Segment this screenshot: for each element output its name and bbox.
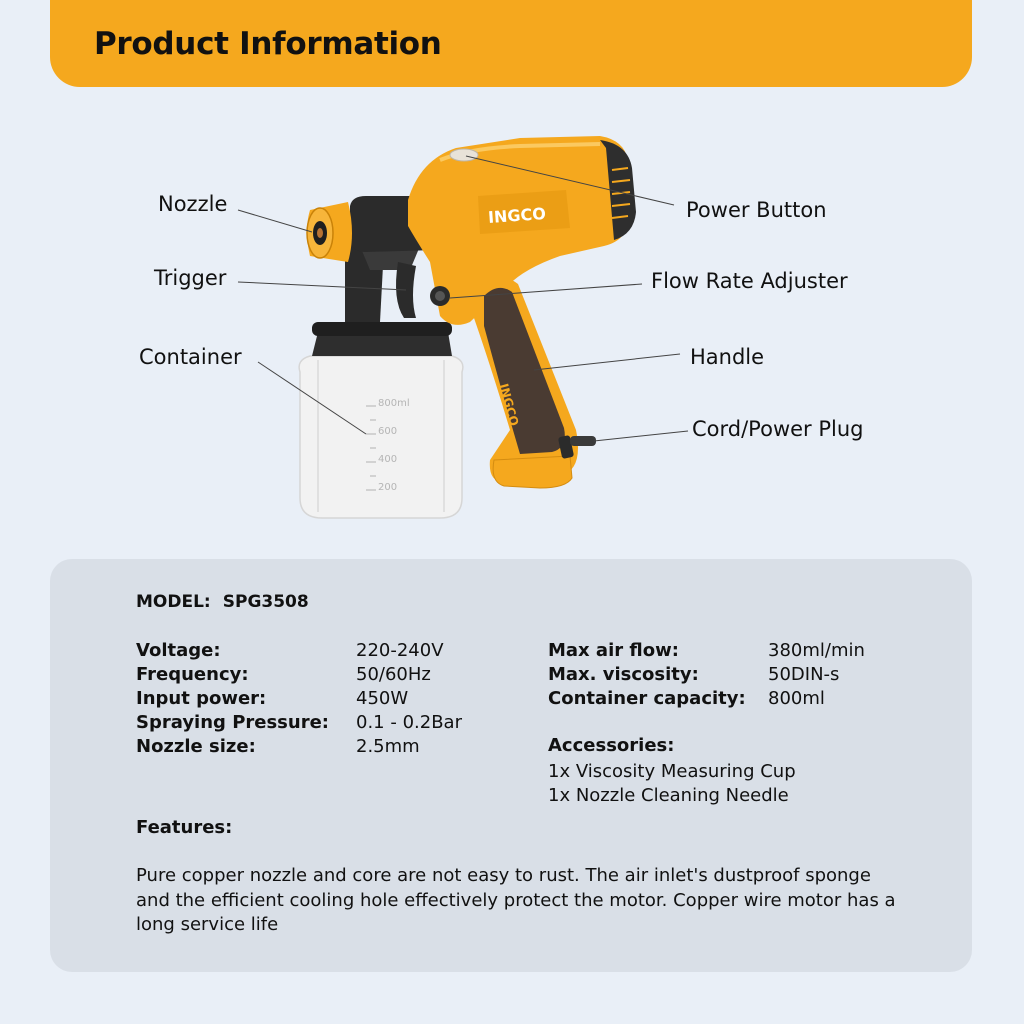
spec-label: Input power:: [136, 688, 267, 709]
accessory-item: 1x Viscosity Measuring Cup: [548, 761, 796, 782]
spec-row: [548, 639, 948, 663]
spec-value: 450W: [356, 688, 409, 709]
header-banner: [50, 0, 972, 87]
spec-row: [136, 687, 536, 711]
spec-label: Voltage:: [136, 640, 221, 661]
specs-panel: [50, 559, 972, 972]
brand-logo-handle: INGCO: [496, 382, 522, 428]
callout-trigger: Trigger: [154, 266, 227, 290]
spec-label: Frequency:: [136, 664, 249, 685]
spec-value: 2.5mm: [356, 736, 420, 757]
spec-value: 50DIN-s: [768, 664, 840, 685]
spec-row: [136, 663, 536, 687]
callout-handle: Handle: [690, 345, 765, 369]
model-line: [136, 592, 309, 612]
callout-container: Container: [139, 345, 242, 369]
specs-left-column: [136, 639, 536, 759]
model-value: SPG3508: [222, 592, 309, 612]
accessories-list: [548, 760, 796, 808]
features-text: Pure copper nozzle and core are not easy to rust. The air inlet's dustproof sponge and the efficient cooling hole effectively protect the motor. Copper wire motor has a long service life: [136, 865, 896, 935]
spec-value: 380ml/min: [768, 640, 865, 661]
spec-value: 0.1 - 0.2Bar: [356, 712, 462, 733]
spec-row: [548, 663, 948, 687]
product-diagram: [0, 100, 1024, 540]
spec-row: [136, 639, 536, 663]
spec-label: Container capacity:: [548, 688, 746, 709]
accessory-item: 1x Nozzle Cleaning Needle: [548, 785, 789, 806]
spec-label: Max air flow:: [548, 640, 679, 661]
brand-logo-body: INGCO: [487, 204, 547, 227]
spec-value: 50/60Hz: [356, 664, 431, 685]
spec-label: Nozzle size:: [136, 736, 256, 757]
spray-gun-illustration: [0, 100, 1024, 540]
graduation-400: 400: [378, 454, 398, 465]
spec-row: [136, 735, 536, 759]
spec-label: Max. viscosity:: [548, 664, 699, 685]
spec-label: Spraying Pressure:: [136, 712, 329, 733]
spec-value: 800ml: [768, 688, 825, 709]
graduation-600: 600: [378, 426, 398, 437]
spec-value: 220-240V: [356, 640, 444, 661]
callout-nozzle: Nozzle: [158, 192, 228, 216]
model-label: MODEL:: [136, 592, 211, 612]
accessories-title: Accessories:: [548, 735, 675, 756]
features-title: Features:: [136, 817, 233, 838]
graduation-200: 200: [378, 482, 398, 493]
graduation-800: 800ml: [378, 398, 410, 409]
nozzle-shape: [307, 202, 352, 262]
callout-flow-rate-adjuster: Flow Rate Adjuster: [651, 269, 848, 293]
spec-row: [548, 687, 948, 711]
spec-row: [136, 711, 536, 735]
specs-right-column: [548, 639, 948, 711]
callout-cord: Cord/Power Plug: [692, 417, 864, 441]
callout-power-button: Power Button: [686, 198, 827, 222]
page-title: Product Information: [94, 26, 442, 62]
